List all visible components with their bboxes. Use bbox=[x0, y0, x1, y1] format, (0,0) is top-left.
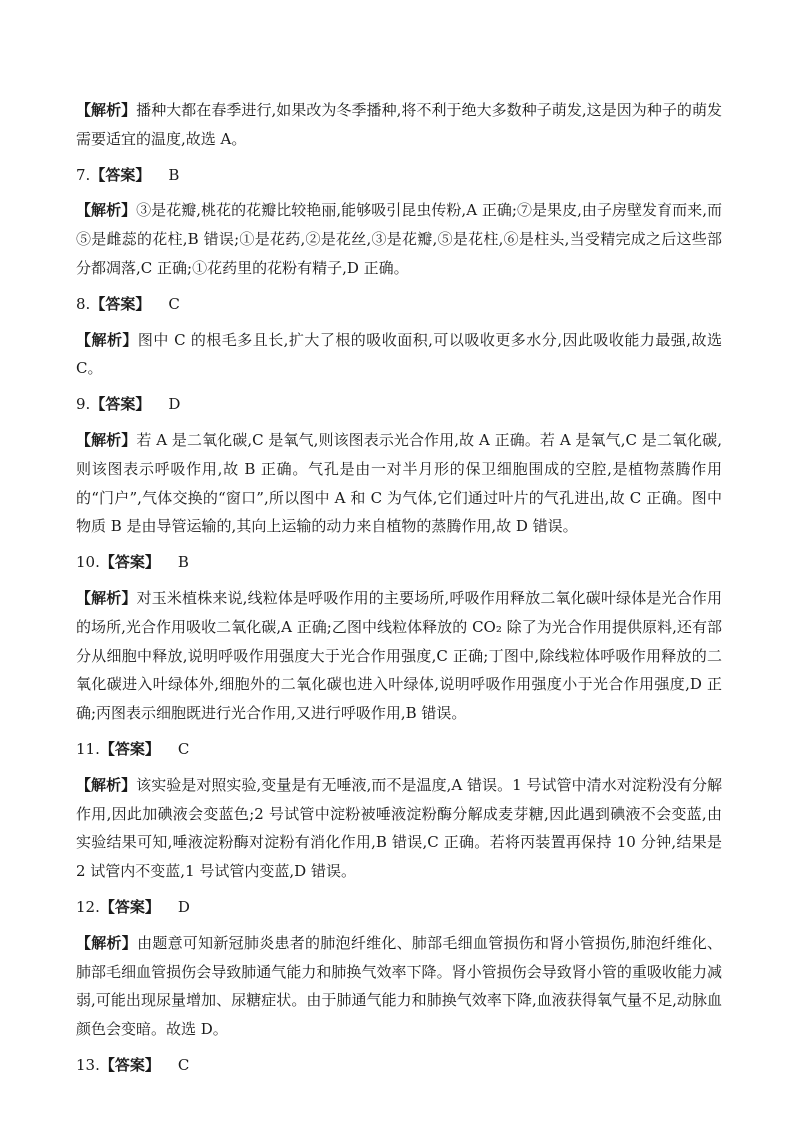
analysis-text: 该实验是对照实验,变量是有无唾液,而不是温度,A 错误。1 号试管中清水对淀粉没有分解作用,因此加碘液会变蓝色;2 号试管中淀粉被唾液淀粉酶分解成麦芽糖,因此遇到碘液不会变蓝,由实验结果可知,唾液淀粉酶对淀粉有消化作用,B 错误,C 正确。若将丙装置再保持 10 分钟,结果是 2 试管内不变蓝,1 号试管内变蓝,D 错误。 bbox=[76, 775, 727, 881]
answer-tag: 【答案】 bbox=[90, 165, 151, 184]
answer-tag: 【答案】 bbox=[99, 1055, 160, 1074]
answer-value: B bbox=[177, 553, 189, 572]
answer-value: C bbox=[177, 1055, 190, 1074]
analysis-text: 若 A 是二氧化碳,C 是氧气,则该图表示光合作用,故 A 正确。若 A 是氧气,C 是二氧化碳,则该图表示呼吸作用,故 B 正确。气孔是由一对半月形的保卫细胞围成的空腔,是植物蒸腾作用的“门户”,气体交换的“窗口”,所以图中 A 和 C 为气体,它们通过叶片的气孔进出,故 C 正确。图中物质 B 是由导管运输的,其向上运输的动力来自植物的蒸腾作用,故 D 错误。 bbox=[76, 430, 722, 536]
question-number: 13. bbox=[76, 1055, 100, 1074]
question-number: 9. bbox=[76, 395, 91, 414]
answer-line-12 bbox=[76, 893, 722, 922]
analysis-tag: 【解析】 bbox=[76, 101, 137, 119]
answer-tag: 【答案】 bbox=[99, 897, 160, 916]
answer-line-13 bbox=[76, 1051, 722, 1080]
answer-line-10 bbox=[76, 548, 722, 577]
analysis-paragraph-7 bbox=[76, 196, 722, 282]
analysis-paragraph-9 bbox=[76, 426, 722, 541]
answer-value: D bbox=[177, 897, 190, 916]
analysis-text: ③是花瓣,桃花的花瓣比较艳丽,能够吸引昆虫传粉,A 正确;⑦是果皮,由子房壁发育而来,而⑤是雌蕊的花柱,B 错误;①是花药,②是花丝,③是花瓣,⑤是花柱,⑥是柱头,当受精完成之后这些部分都凋落,C 正确;①花药里的花粉有精子,D 正确。 bbox=[76, 201, 722, 277]
question-number: 11. bbox=[76, 739, 100, 758]
answer-line-7 bbox=[76, 161, 722, 190]
analysis-paragraph-8 bbox=[76, 326, 727, 384]
analysis-tag: 【解析】 bbox=[76, 775, 137, 794]
question-number: 10. bbox=[76, 553, 100, 572]
analysis-text: 播种大都在春季进行,如果改为冬季播种,将不利于绝大多数种子萌发,这是因为种子的萌发需要适宜的温度,故选 A。 bbox=[76, 101, 722, 148]
question-number: 7. bbox=[76, 165, 91, 184]
answer-tag: 【答案】 bbox=[99, 553, 160, 572]
answer-value: C bbox=[168, 294, 180, 313]
answer-line-9 bbox=[76, 390, 722, 419]
analysis-tag: 【解析】 bbox=[76, 430, 137, 449]
answer-tag: 【答案】 bbox=[99, 739, 160, 758]
analysis-text: 对玉米植株来说,线粒体是呼吸作用的主要场所,呼吸作用释放二氧化碳叶绿体是光合作用的场所,光合作用吸收二氧化碳,A 正确;乙图中线粒体释放的 CO₂ 除了为光合作用提供原料,还有部分从细胞中释放,说明呼吸作用强度大于光合作用强度,C 正确;丁图中,除线粒体呼吸作用释放的二氧化碳进入叶绿体外,细胞外的二氧化碳也进入叶绿体,说明呼吸作用强度小于光合作用强度,D 正确;丙图表示细胞既进行光合作用,又进行呼吸作用,B 错误。 bbox=[76, 588, 722, 723]
analysis-paragraph-11 bbox=[76, 771, 727, 886]
analysis-tag: 【解析】 bbox=[76, 201, 137, 220]
answer-tag: 【答案】 bbox=[90, 395, 151, 414]
answer-line-11 bbox=[76, 735, 722, 764]
analysis-tag: 【解析】 bbox=[76, 588, 137, 607]
analysis-paragraph-10 bbox=[76, 584, 722, 728]
answer-value: B bbox=[168, 165, 180, 184]
analysis-tag: 【解析】 bbox=[76, 933, 138, 952]
analysis-text: 图中 C 的根毛多且长,扩大了根的吸收面积,可以吸收更多水分,因此吸收能力最强,故选 C。 bbox=[76, 330, 727, 378]
analysis-text: 由题意可知新冠肺炎患者的肺泡纤维化、肺部毛细血管损伤和肾小管损伤,肺泡纤维化、肺部毛细血管损伤会导致肺通气能力和肺换气效率下降。肾小管损伤会导致肾小管的重吸收能力减弱,可能出现尿量增加、尿糖症状。由于肺通气能力和肺换气效率下降,血液获得氧气量不足,动脉血颜色会变暗。故选 D。 bbox=[76, 933, 722, 1039]
analysis-tag: 【解析】 bbox=[76, 330, 138, 349]
answer-value: D bbox=[168, 395, 181, 414]
answer-value: C bbox=[177, 739, 190, 758]
question-number: 8. bbox=[76, 294, 91, 313]
question-number: 12. bbox=[76, 897, 100, 916]
analysis-paragraph-12 bbox=[76, 929, 722, 1044]
answer-line-8 bbox=[76, 290, 722, 319]
answer-tag: 【答案】 bbox=[90, 294, 151, 313]
analysis-paragraph-6 bbox=[76, 96, 722, 154]
